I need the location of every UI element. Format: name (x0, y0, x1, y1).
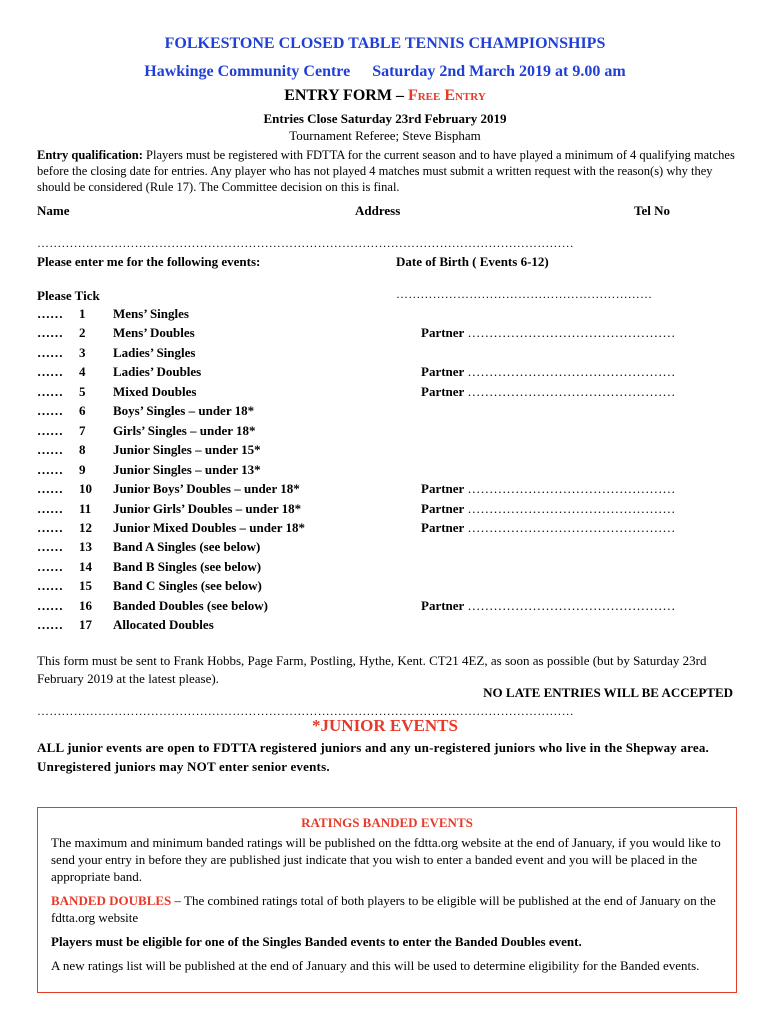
junior-events-title: *JUNIOR EVENTS (312, 716, 458, 735)
event-number: 14 (79, 559, 92, 574)
tel-label: Tel No (634, 203, 670, 218)
event-name: Band C Singles (see below) (113, 578, 262, 593)
event-number: 9 (79, 462, 86, 477)
event-number: 8 (79, 442, 86, 457)
submission-text: This form must be sent to Frank Hobbs, Page Farm, Postling, Hythe, Kent. CT21 4EZ, as soon as possible (but by Saturday 23rd February 2019 at the latest please). (37, 653, 707, 686)
event-number: 7 (79, 423, 86, 438)
event-name: Mens’ Doubles (113, 325, 195, 340)
junior-events-text: ALL junior events are open to FDTTA registered juniors and any un-registered juniors who live in the Shepway area. Unregistered juniors may NOT enter senior events. (37, 740, 709, 774)
event-number: 4 (79, 364, 86, 379)
event-name: Junior Singles – under 15* (113, 442, 261, 457)
event-name: Junior Mixed Doubles – under 18* (113, 520, 306, 535)
partner-fill-line[interactable]: ………………………………………… (467, 364, 676, 379)
banded-doubles-text: – The combined ratings total of both players to be eligible will be published at the end of January on the fdtta.org website (51, 893, 716, 925)
event-tick-field[interactable]: …… (37, 520, 63, 535)
partner-label: Partner (421, 501, 465, 516)
event-name: Ladies’ Singles (113, 345, 196, 360)
separator-dotted-line: …………………………………………………………………………………………………………………… (37, 704, 574, 718)
entries-close: Entries Close Saturday 23rd February 2019 (263, 111, 507, 126)
no-late-entries: NO LATE ENTRIES WILL BE ACCEPTED (483, 685, 733, 700)
ratings-box-title: RATINGS BANDED EVENTS (301, 815, 473, 830)
event-number: 17 (79, 617, 92, 632)
partner-label: Partner (421, 364, 465, 379)
dob-label: Date of Birth ( Events 6-12) (396, 254, 549, 269)
name-address-fill-line[interactable]: …………………………………………………………………………………………………………………… (37, 236, 574, 250)
event-tick-field[interactable]: …… (37, 442, 63, 457)
qualification-paragraph (37, 147, 737, 195)
event-number: 13 (79, 539, 92, 554)
event-number: 12 (79, 520, 92, 535)
event-tick-field[interactable]: …… (37, 501, 63, 516)
event-number: 10 (79, 481, 92, 496)
dob-fill-line[interactable]: ……………………………………………………… (396, 287, 653, 301)
partner-field[interactable] (421, 325, 675, 341)
ratings-paragraph-4: A new ratings list will be published at the end of January and this will be used to determine eligibility for the Banded events. (51, 958, 700, 973)
event-tick-field[interactable]: …… (37, 481, 63, 496)
event-number: 6 (79, 403, 86, 418)
event-name: Ladies’ Doubles (113, 364, 202, 379)
partner-fill-line[interactable]: ………………………………………… (467, 384, 676, 399)
partner-fill-line[interactable]: ………………………………………… (467, 520, 676, 535)
event-number: 2 (79, 325, 86, 340)
partner-label: Partner (421, 384, 465, 399)
partner-label: Partner (421, 481, 465, 496)
partner-fill-line[interactable]: ………………………………………… (467, 598, 676, 613)
partner-fill-line[interactable]: ………………………………………… (467, 325, 676, 340)
entry-form-label: ENTRY FORM (284, 87, 392, 104)
event-name: Band B Singles (see below) (113, 559, 262, 574)
event-tick-field[interactable]: …… (37, 325, 63, 340)
partner-field[interactable] (421, 364, 675, 380)
event-number: 5 (79, 384, 86, 399)
partner-label: Partner (421, 325, 465, 340)
event-tick-field[interactable]: …… (37, 403, 63, 418)
event-tick-field[interactable]: …… (37, 559, 63, 574)
event-name: Boys’ Singles – under 18* (113, 403, 255, 418)
partner-label: Partner (421, 598, 465, 613)
address-label: Address (355, 203, 401, 218)
event-date: Saturday 2nd March 2019 at 9.00 am (372, 63, 626, 80)
event-tick-field[interactable]: …… (37, 462, 63, 477)
form-title: FOLKESTONE CLOSED TABLE TENNIS CHAMPIONSHIPS (164, 35, 606, 52)
partner-field[interactable] (421, 481, 675, 497)
event-tick-field[interactable]: …… (37, 578, 63, 593)
event-number: 16 (79, 598, 92, 613)
event-number: 15 (79, 578, 92, 593)
event-tick-field[interactable]: …… (37, 345, 63, 360)
heading-dash: – (395, 87, 404, 104)
event-tick-field[interactable]: …… (37, 598, 63, 613)
banded-doubles-label: BANDED DOUBLES (51, 893, 172, 908)
event-tick-field[interactable]: …… (37, 364, 63, 379)
ratings-paragraph-2 (51, 892, 727, 926)
please-tick-label: Please Tick (37, 288, 100, 303)
event-name: Mixed Doubles (113, 384, 197, 399)
event-number: 3 (79, 345, 86, 360)
partner-field[interactable] (421, 501, 675, 517)
ratings-banded-box (37, 807, 737, 993)
partner-label: Partner (421, 520, 465, 535)
event-number: 1 (79, 306, 86, 321)
event-tick-field[interactable]: …… (37, 617, 63, 632)
event-name: Band A Singles (see below) (113, 539, 261, 554)
name-label: Name (37, 203, 70, 218)
partner-fill-line[interactable]: ………………………………………… (467, 501, 676, 516)
event-name: Mens’ Singles (113, 306, 189, 321)
partner-field[interactable] (421, 520, 675, 536)
event-name: Girls’ Singles – under 18* (113, 423, 256, 438)
referee: Tournament Referee; Steve Bispham (289, 128, 481, 143)
venue-date-line (0, 63, 770, 81)
event-name: Junior Singles – under 13* (113, 462, 261, 477)
event-name: Junior Boys’ Doubles – under 18* (113, 481, 300, 496)
event-tick-field[interactable]: …… (37, 306, 63, 321)
event-tick-field[interactable]: …… (37, 423, 63, 438)
ratings-paragraph-3: Players must be eligible for one of the Singles Banded events to enter the Banded Doubles event. (51, 934, 582, 949)
free-entry-label: Free Entry (407, 87, 486, 104)
partner-field[interactable] (421, 384, 675, 400)
events-prompt: Please enter me for the following events: (37, 254, 261, 269)
partner-field[interactable] (421, 598, 675, 614)
event-number: 11 (79, 501, 92, 516)
event-tick-field[interactable]: …… (37, 384, 63, 399)
venue: Hawkinge Community Centre (144, 63, 351, 80)
entry-form-heading (0, 87, 770, 105)
event-name: Allocated Doubles (113, 617, 214, 632)
partner-fill-line[interactable]: ………………………………………… (467, 481, 676, 496)
event-name: Banded Doubles (see below) (113, 598, 268, 613)
ratings-paragraph-1: The maximum and minimum banded ratings will be published on the fdtta.org website at the end of January, if you would like to send your entry in before they are published just indicate that you wish to enter a banded event and you will be placed in the appropriate band. (51, 835, 721, 884)
qualification-text: Players must be registered with FDTTA for the current season and to have played a minimum of 4 qualifying matches before the closing date for entries. Any player who has not played 4 matches must submit a written request with the reason(s) why they should be considered (Rule 17). The Committee decision on this is final. (37, 148, 735, 194)
qualification-label: Entry qualification: (37, 148, 143, 162)
event-tick-field[interactable]: …… (37, 539, 63, 554)
event-name: Junior Girls’ Doubles – under 18* (113, 501, 302, 516)
